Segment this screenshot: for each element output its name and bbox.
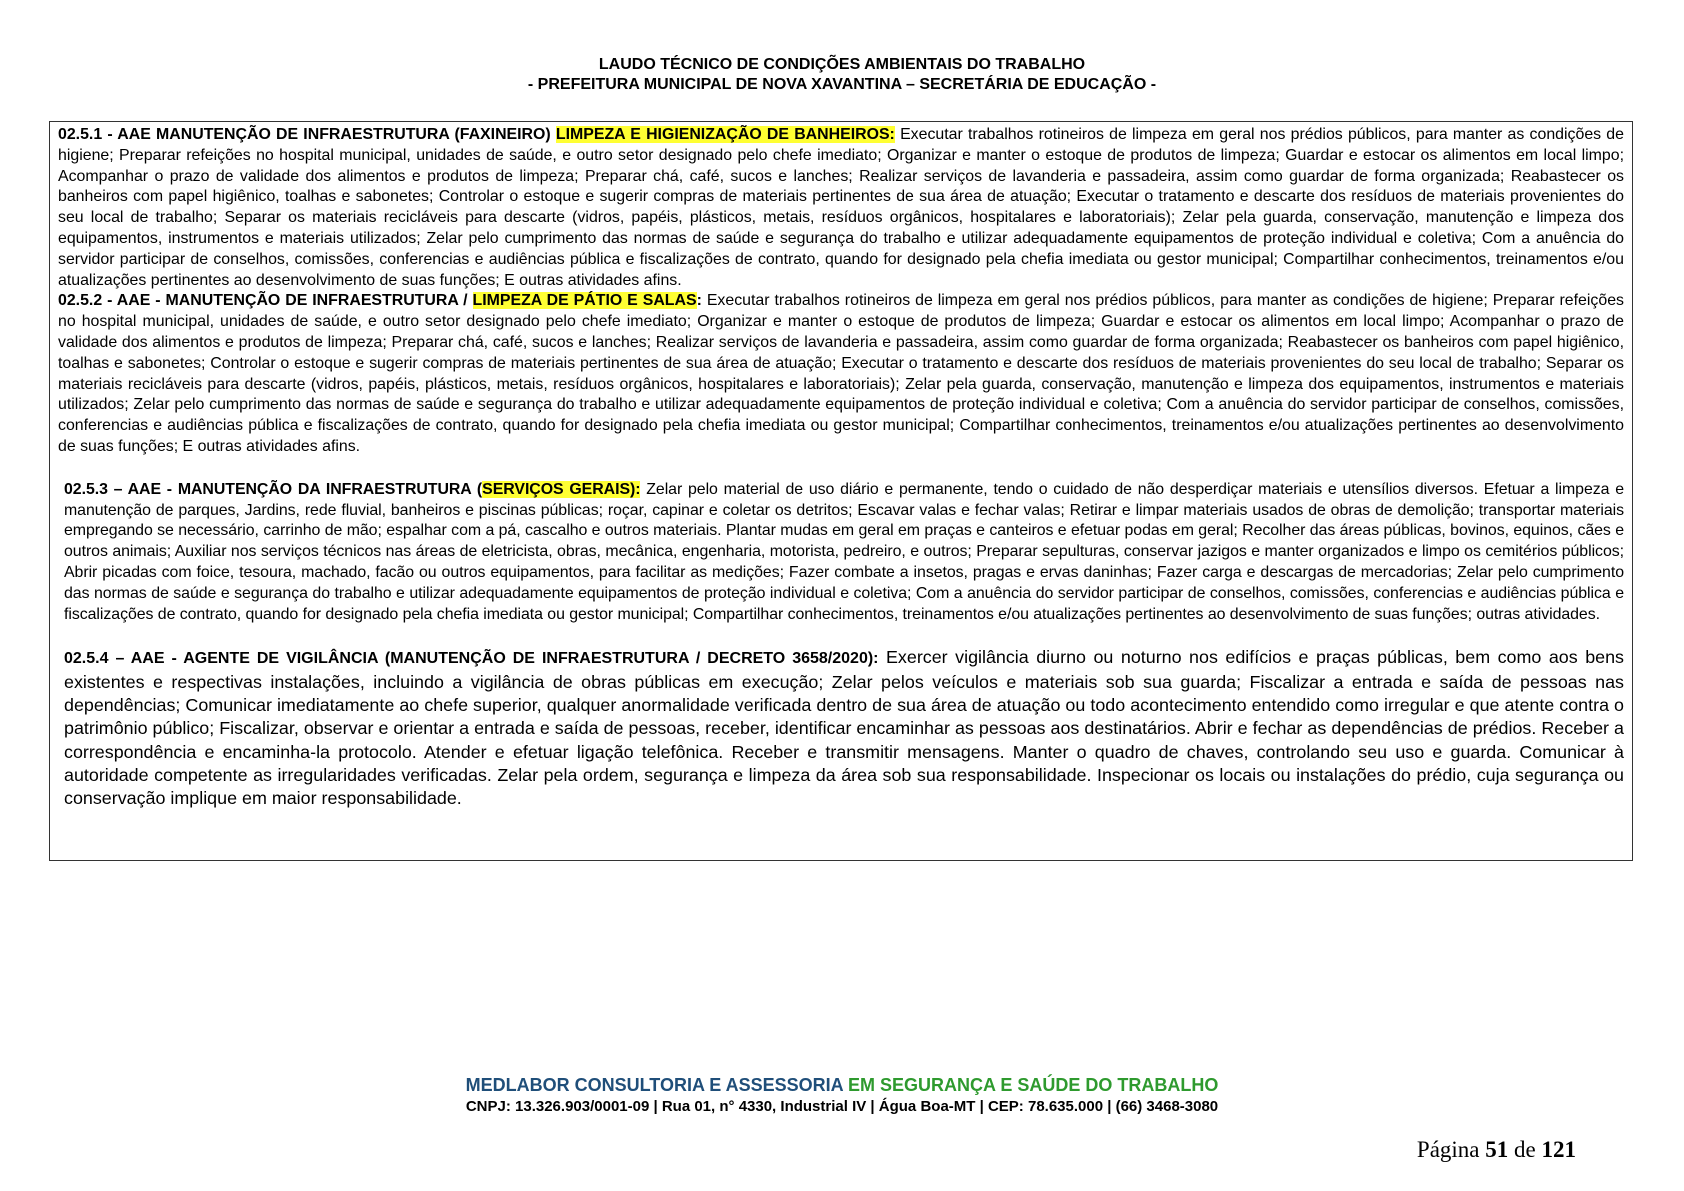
- page-label: Página: [1416, 1137, 1486, 1162]
- page-separator: de: [1508, 1137, 1542, 1162]
- page-total: 121: [1541, 1137, 1576, 1162]
- item-02-5-2: [58, 291, 1624, 457]
- item-code: 02.5.2 - AAE - MANUTENÇÃO DE INFRAESTRUTURA /: [58, 292, 473, 310]
- header-subtitle: - PREFEITURA MUNICIPAL DE NOVA XAVANTINA – SECRETÁRIA DE EDUCAÇÃO -: [527, 76, 1157, 93]
- item-highlight: LIMPEZA DE PÁTIO E SALAS: [472, 292, 697, 310]
- item-code: 02.5.1 - AAE MANUTENÇÃO DE INFRAESTRUTURA (FAXINEIRO): [58, 126, 556, 143]
- item-text: Executar trabalhos rotineiros de limpeza em geral nos prédios públicos, para manter as condições de higiene; Preparar refeições no hospital municipal, unidades de saúde, e outro setor designado pelo chefe imediato; Organizar e manter o estoque de produtos de limpeza; Guardar e estocar os alimentos em local limpo; Acompanhar o prazo de validade dos alimentos e produtos de limpeza; Preparar chá, café, sucos e lanches; Realizar serviços de lavanderia e passadeira, assim como guardar de forma organizada; Reabastecer os banheiros com papel higiênico, toalhas e sabonetes; Controlar o estoque e sugerir compras de materiais pertinentes de sua área de atuação; Executar o tratamento e descarte dos resíduos de materiais provenientes do seu local de trabalho; Separar os materiais recicláveis para descarte (vidros, papéis, plásticos, metais, resíduos orgânicos, hospitalares e laboratoriais); Zelar pela guarda, conservação, manutenção e limpeza dos equipamentos, instrumentos e materiais utilizados; Zelar pelo cumprimento das normas de saúde e segurança do trabalho e utilizar adequadamente equipamentos de proteção individual e coletiva; Com a anuência do servidor participar de conselhos, comissões, conferencias e audiências pública e fiscalizações de contrato, quando for designado pela chefia imediata ou gestor municipal; Compartilhar conhecimentos, treinamentos e/ou atualizações pertinentes ao desenvolvimento de suas funções; E outras atividades afins.: [58, 292, 1624, 455]
- item-02-5-1: [58, 125, 1624, 291]
- item-code: 02.5.3 – AAE - MANUTENÇÃO DA INFRAESTRUTURA (: [64, 480, 483, 498]
- footer-company-green: EM SEGURANÇA E SAÚDE DO TRABALHO: [843, 1075, 1219, 1095]
- document-footer: [0, 1073, 1684, 1117]
- item-text: Zelar pelo material de uso diário e permanente, tendo o cuidado de não desperdiçar materiais e utensílios diversos. Efetuar a limpeza e manutenção de parques, Jardins, rede fluvial, banheiros e piscinas públicas; roçar, capinar e coletar os detritos; Escavar valas e fechar valas; Retirar e limpar materiais usados de obras de demolição; transportar materiais empregando se necessário, carrinho de mão; espalhar com a pá, cascalho e outros materiais. Plantar mudas em geral em praças e canteiros e efetuar podas em geral; Recolher das áreas públicas, bovinos, equinos, cães e outros animais; Auxiliar nos serviços técnicos nas áreas de eletricista, obras, mecânica, engenharia, motorista, pedreiro, e outros; Preparar sepulturas, conservar jazigos e manter organizados e limpo os cemitérios públicos; Abrir picadas com foice, tesoura, machado, facão ou outros equipamentos, para facilitar as medições; Fazer combate a insetos, pragas e ervas daninhas; Fazer carga e descargas de mercadorias; Zelar pelo cumprimento das normas de saúde e segurança do trabalho e utilizar adequadamente equipamentos de proteção individual e coletiva; Com a anuência do servidor participar de conselhos, comissões, conferencias e audiências pública e fiscalizações de contrato, quando for designado pela chefia imediata ou gestor municipal; Compartilhar conhecimentos, treinamentos e/ou atualizações pertinentes ao desenvolvimento de suas funções; outras atividades.: [64, 480, 1624, 623]
- document-header: [0, 55, 1684, 95]
- item-text: Executar trabalhos rotineiros de limpeza em geral nos prédios públicos, para manter as condições de higiene; Preparar refeições no hospital municipal, unidades de saúde, e outro setor designado pelo chefe imediato; Organizar e manter o estoque de produtos de limpeza; Guardar e estocar os alimentos em local limpo; Acompanhar o prazo de validade dos alimentos e produtos de limpeza; Preparar chá, café, sucos e lanches; Realizar serviços de lavanderia e passadeira, assim como guardar de forma organizada; Reabastecer os banheiros com papel higiênico, toalhas e sabonetes; Controlar o estoque e sugerir compras de materiais pertinentes de sua área de atuação; Executar o tratamento e descarte dos resíduos de materiais provenientes do seu local de trabalho; Separar os materiais recicláveis para descarte (vidros, papéis, plásticos, metais, resíduos orgânicos, hospitalares e laboratoriais); Zelar pela guarda, conservação, manutenção e limpeza dos equipamentos, instrumentos e materiais utilizados; Zelar pelo cumprimento das normas de saúde e segurança do trabalho e utilizar adequadamente equipamentos de proteção individual e coletiva; Com a anuência do servidor participar de conselhos, comissões, conferencias e audiências pública e fiscalizações de contrato, quando for designado pela chefia imediata ou gestor municipal; Compartilhar conhecimentos, treinamentos e/ou atualizações pertinentes ao desenvolvimento de suas funções; E outras atividades afins.: [58, 126, 1624, 289]
- footer-company-blue: MEDLABOR CONSULTORIA E ASSESSORIA: [465, 1075, 843, 1095]
- item-02-5-4: [58, 646, 1624, 810]
- item-colon: :: [696, 292, 702, 310]
- job-descriptions-box: [49, 121, 1633, 861]
- page-number: [1417, 1137, 1576, 1163]
- footer-company: [0, 1073, 1684, 1097]
- item-code: 02.5.4 – AAE - AGENTE DE VIGILÂNCIA (MANUTENÇÃO DE INFRAESTRUTURA / DECRETO 3658/2020):: [64, 650, 879, 668]
- item-highlight: LIMPEZA E HIGIENIZAÇÃO DE BANHEIROS:: [555, 126, 895, 143]
- header-title: LAUDO TÉCNICO DE CONDIÇÕES AMBIENTAIS DO TRABALHO: [598, 56, 1086, 73]
- item-highlight: SERVIÇOS GERAIS):: [482, 480, 641, 498]
- footer-address: CNPJ: 13.326.903/0001-09 | Rua 01, n° 4330, Industrial IV | Água Boa-MT | CEP: 78.635.000 | (66) 3468-3080: [465, 1098, 1219, 1115]
- item-text: Exercer vigilância diurno ou noturno nos edifícios e praças públicas, bem como aos bens existentes e respectivas instalações, incluindo a vigilância de obras públicas em execução; Zelar pelos veículos e materiais sob sua guarda; Fiscalizar a entrada e saída de pessoas nas dependências; Comunicar imediatamente ao chefe superior, qualquer anormalidade verificada dentro de sua área de atuação ou todo acontecimento entendido como irregular e que atente contra o patrimônio público; Fiscalizar, observar e orientar a entrada e saída de pessoas, receber, identificar encaminhar as pessoas aos destinatários. Abrir e fechar as dependências de prédios. Receber a correspondência e encaminha-la protocolo. Atender e efetuar ligação telefônica. Receber e transmitir mensagens. Manter o quadro de chaves, controlando seu uso e guarda. Comunicar à autoridade competente as irregularidades verificadas. Zelar pela ordem, segurança e limpeza da área sob sua responsabilidade. Inspecionar os locais ou instalações do prédio, cuja segurança ou conservação implique em maior responsabilidade.: [64, 647, 1624, 809]
- page-current: 51: [1485, 1137, 1509, 1162]
- item-02-5-3: [58, 480, 1624, 626]
